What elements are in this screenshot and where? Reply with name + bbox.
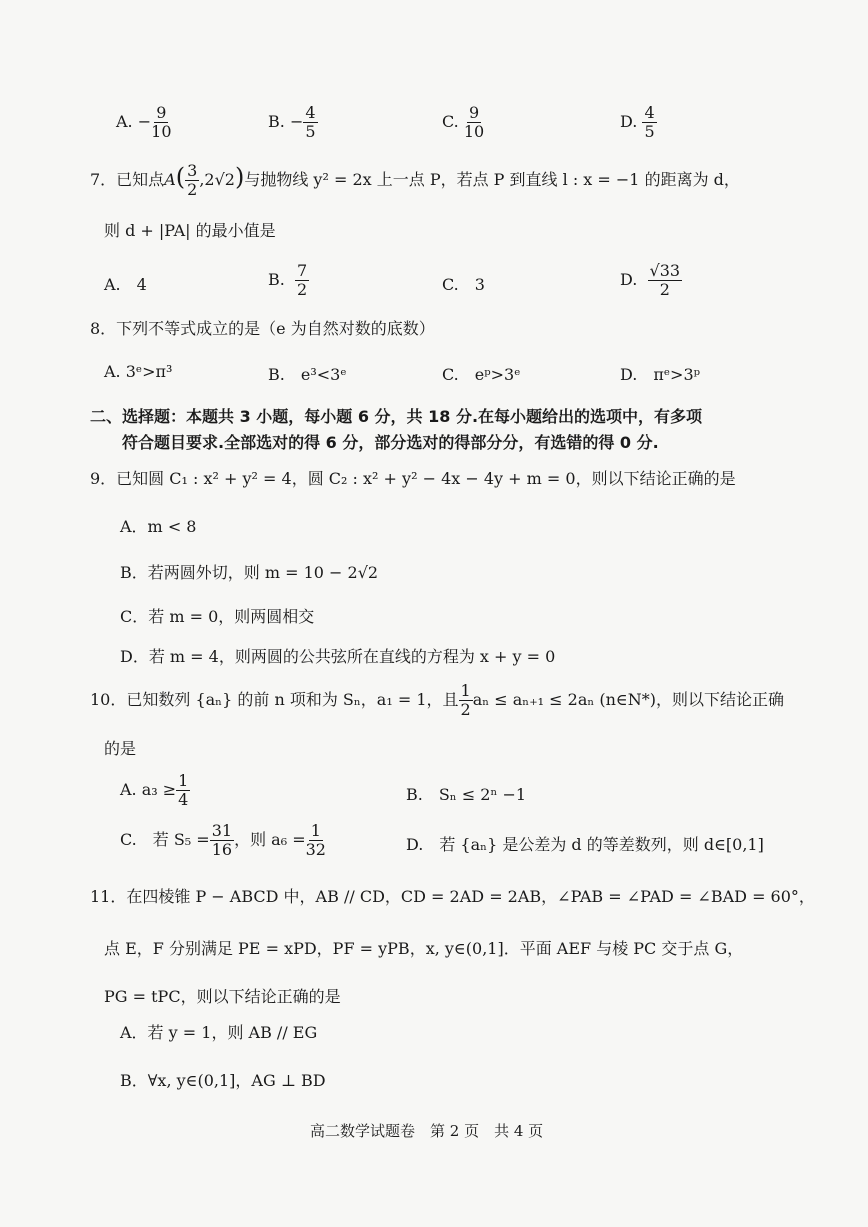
q6-option-d: D. $\frac{4}{5}$ <box>620 103 655 141</box>
q6-option-c: C. $\frac{9}{10}$ <box>442 103 485 141</box>
q11-line2: 点 E，F 分别满足 PE = xPD，PF = yPB，x, y∈(0,1]．平面 AEF 与棱 PC 交于点 G， <box>104 939 744 958</box>
q7-option-b: B. $\frac{7}{2}$ <box>268 261 308 299</box>
q10-option-d: D. 若 {aₙ} 是公差为 d 的等差数列，则 d∈[0,1] <box>406 835 764 854</box>
q9-option-c: C．若 m = 0，则两圆相交 <box>120 607 315 626</box>
page-footer: 高二数学试题卷 第 2 页 共 4 页 <box>310 1122 544 1140</box>
q10-option-c: C. 若 S₅ = $\frac{31}{16}$ ，则 a₆ = $\frac{1}{32}$ <box>120 821 326 859</box>
q6-option-a: A. − $\frac{9}{10}$ <box>116 103 172 141</box>
q9-option-a: A．m < 8 <box>120 517 197 536</box>
q7-option-c: C. 3 <box>442 275 485 294</box>
q8-option-c: C. eᵖ>3ᵉ <box>442 365 521 384</box>
q8-option-a: A. 3ᵉ>π³ <box>104 362 173 381</box>
q10-option-b: B. Sₙ ≤ 2ⁿ −1 <box>406 785 527 804</box>
q6-option-b: B. − $\frac{4}{5}$ <box>268 103 316 141</box>
q9-stem: 9．已知圆 C₁ : x² + y² = 4，圆 C₂ : x² + y² − 4x − 4y + m = 0，则以下结论正确的是 <box>90 469 736 488</box>
q10-line2: 的是 <box>104 739 137 758</box>
q7-option-a: A. 4 <box>104 275 147 294</box>
q11-option-b: B．∀x, y∈(0,1]，AG ⊥ BD <box>120 1071 326 1090</box>
q11-line3: PG = tPC，则以下结论正确的是 <box>104 987 341 1006</box>
section2-heading-line1: 二、选择题：本题共 3 小题，每小题 6 分，共 18 分.在每小题给出的选项中，有多项 <box>90 407 703 426</box>
q11-option-a: A．若 y = 1，则 AB // EG <box>120 1023 318 1042</box>
section2-heading-line2: 符合题目要求.全部选对的得 6 分，部分选对的得部分分，有选错的得 0 分. <box>122 433 659 452</box>
q8-stem: 8．下列不等式成立的是（e 为自然对数的底数） <box>90 319 435 338</box>
q10-stem: 10．已知数列 {aₙ} 的前 n 项和为 Sₙ，a₁ = 1，且 $\frac{1}{2}$ aₙ ≤ aₙ₊₁ ≤ 2aₙ (n∈N*)，则以下结论正确 <box>90 681 785 719</box>
q9-option-b: B．若两圆外切，则 m = 10 − 2√2 <box>120 563 379 582</box>
q8-option-d: D. πᵉ>3ᵖ <box>620 365 701 384</box>
q11-line1: 11．在四棱锥 P − ABCD 中，AB // CD，CD = 2AD = 2AB，∠PAB = ∠PAD = ∠BAD = 60°， <box>90 887 815 906</box>
q9-option-d: D．若 m = 4，则两圆的公共弦所在直线的方程为 x + y = 0 <box>120 647 556 666</box>
q8-option-b: B. e³<3ᵉ <box>268 365 347 384</box>
q10-option-a: A. a₃ ≥ $\frac{1}{4}$ <box>120 771 189 809</box>
q7-line2: 则 d + |PA| 的最小值是 <box>104 221 276 240</box>
q7-stem: 7．已知点A( $\frac{3}{2}$ ,2√2)与抛物线 y² = 2x 上一点 P，若点 P 到直线 l : x = −1 的距离为 d， <box>90 161 740 199</box>
q7-option-d: D. $\frac{√33}{2}$ <box>620 261 681 299</box>
